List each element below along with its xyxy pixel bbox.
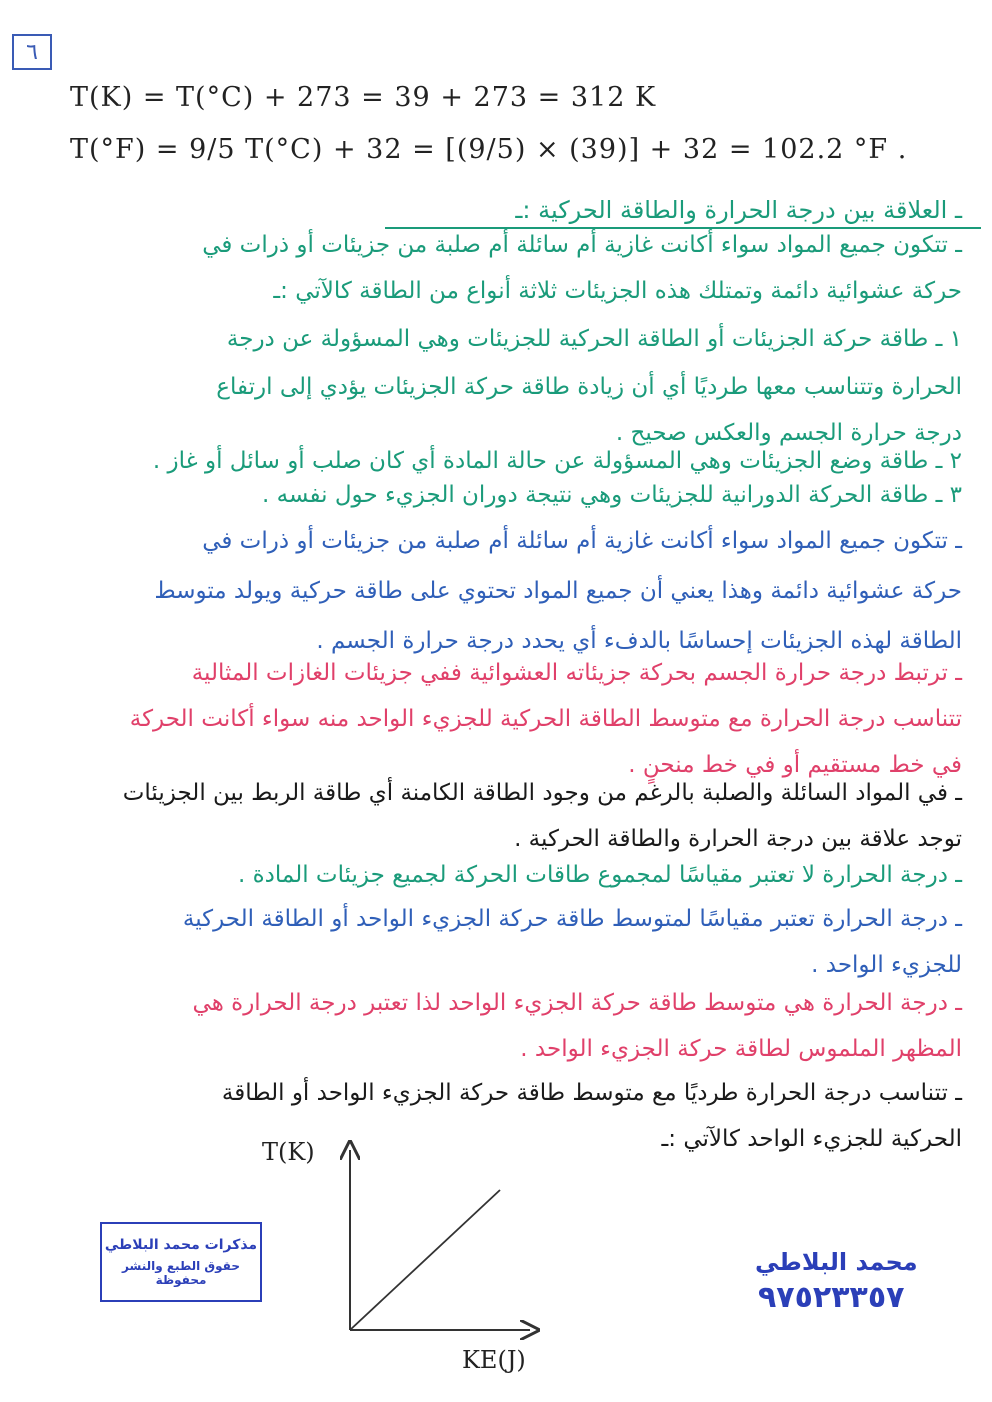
temperature-ke-graph [340, 1140, 550, 1340]
note-line: ـ تتكون جميع المواد سواء أكانت غازية أم سائلة أم صلبة من جزيئات أو ذرات في [202, 528, 962, 554]
author-phone: ٩٧٥٢٣٣٥٧ [758, 1280, 905, 1315]
note-line: درجة حرارة الجسم والعكس صحيح . [615, 420, 962, 446]
page-number-box [12, 34, 52, 70]
note-line: ٣ ـ طاقة الحركة الدورانية للجزيئات وهي نتيجة دوران الجزيء حول نفسه . [262, 482, 962, 508]
y-axis-label: T(K) [262, 1138, 315, 1166]
note-line: ـ تتناسب درجة الحرارة طرديًا مع متوسط طاقة حركة الجزيء الواحد أو الطاقة [221, 1080, 962, 1106]
note-line: للجزيء الواحد . [811, 952, 962, 978]
page-number: ٦ [26, 39, 38, 65]
note-line: توجد علاقة بين درجة الحرارة والطاقة الحركية . [514, 826, 962, 852]
note-line: حركة عشوائية دائمة وتمتلك هذه الجزيئات ثلاثة أنواع من الطاقة كالآتي :ـ [273, 278, 962, 304]
x-axis-label: KE(J) [462, 1346, 526, 1374]
note-line: ٢ ـ طاقة وضع الجزيئات وهي المسؤولة عن حالة المادة أي كان صلب أو سائل أو غاز . [152, 448, 962, 474]
note-line: الطاقة لهذه الجزيئات إحساسًا بالدفء أي يحدد درجة حرارة الجسم . [316, 628, 962, 654]
note-line: ـ في المواد السائلة والصلبة بالرغم من وجود الطاقة الكامنة أي طاقة الربط بين الجزيئات [122, 780, 962, 806]
note-line: ـ درجة الحرارة هي متوسط طاقة حركة الجزيء الواحد لذا تعتبر درجة الحرارة هي [192, 990, 962, 1016]
note-line: المظهر الملموس لطاقة حركة الجزيء الواحد . [520, 1036, 962, 1062]
note-line: الحركية للجزيء الواحد كالآتي :ـ [661, 1126, 962, 1152]
fahrenheit-equation: T(°F) = 9/5 T(°C) + 32 = [(9/5) × (39)] + 32 = 102.2 °F . [70, 134, 908, 165]
note-line: في خط مستقيم أو في خط منحنٍ . [628, 752, 962, 778]
note-line: ـ درجة الحرارة تعتبر مقياسًا لمتوسط طاقة حركة الجزيء الواحد أو الطاقة الحركية [182, 906, 962, 932]
author-name: محمد البلاطي [755, 1248, 918, 1276]
kelvin-equation: T(K) = T(°C) + 273 = 39 + 273 = 312 K [70, 82, 657, 113]
note-line: ـ درجة الحرارة لا تعتبر مقياسًا لمجموع طاقات الحركة لجميع جزيئات المادة . [237, 862, 962, 888]
note-line: ـ تتكون جميع المواد سواء أكانت غازية أم سائلة أم صلبة من جزيئات أو ذرات في [202, 232, 962, 258]
note-line: ـ ترتبط درجة حرارة الجسم بحركة جزيئاته العشوائية ففي جزيئات الغازات المثالية [191, 660, 962, 686]
heading-underline [385, 227, 981, 229]
series-line [350, 1190, 500, 1330]
section-heading: ـ العلاقة بين درجة الحرارة والطاقة الحركية :ـ [515, 196, 962, 224]
copyright-stamp [100, 1222, 262, 1302]
stamp-rights: حقوق الطبع والنشر محفوظة [122, 1259, 240, 1287]
note-line: حركة عشوائية دائمة وهذا يعني أن جميع المواد تحتوي على طاقة حركية ويولد متوسط [154, 578, 962, 604]
note-line: الحرارة وتتناسب معها طرديًا أي أن زيادة طاقة حركة الجزيئات يؤدي إلى ارتفاع [216, 374, 962, 400]
note-line: ١ ـ طاقة حركة الجزيئات أو الطاقة الحركية للجزيئات وهي المسؤولة عن درجة [226, 326, 962, 352]
note-line: تتناسب درجة الحرارة مع متوسط الطاقة الحركية للجزيء الواحد منه سواء أكانت الحركة [129, 706, 962, 732]
stamp-title: مذكرات محمد البلاطي [104, 1237, 258, 1253]
